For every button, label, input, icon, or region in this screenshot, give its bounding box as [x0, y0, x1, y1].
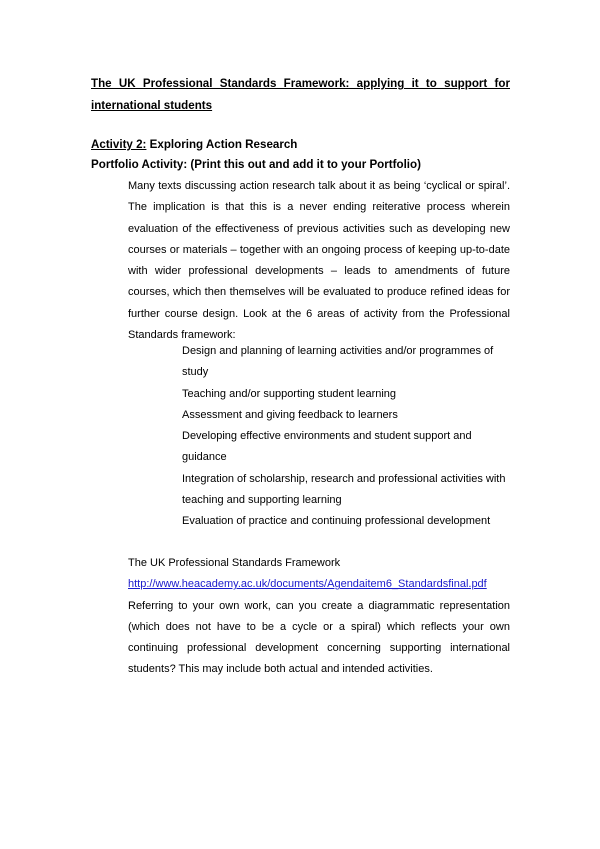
document-title [91, 73, 510, 117]
list-item: Assessment and giving feedback to learners [182, 408, 398, 421]
areas-of-activity-list [182, 341, 512, 533]
reference-link[interactable]: http://www.heacademy.ac.uk/documents/Agendaitem6_Standardsfinal.pdf [128, 578, 487, 591]
list-item: Evaluation of practice and continuing professional development [182, 515, 491, 528]
intro-paragraph: Many texts discussing action research talk about it as being ‘cyclical or spiral’. The implication is that this is a never ending reiterative process wherein evaluation of the effectiveness of previous activities such as developing new courses or materials – together with an ongoing process of keeping up-to-date with wider professional developments – leads to amendments of future courses, which then themselves will be evaluated to produce refined ideas for further course design. Look at the 6 areas of activity from the Professional Standards framework: [128, 180, 510, 342]
reference-block [128, 553, 510, 681]
activity-heading [91, 135, 297, 155]
document-title-line-2: international students [91, 99, 213, 112]
activity-name: Exploring Action Research [146, 138, 298, 151]
activity-number: Activity 2: [91, 138, 147, 151]
reference-title: The UK Professional Standards Framework [128, 557, 341, 569]
list-item: Teaching and/or supporting student learning [182, 387, 397, 400]
document-title-line-1: The UK Professional Standards Framework: applying it to support for [91, 77, 510, 90]
portfolio-heading: Portfolio Activity: (Print this out and add it to your Portfolio) [91, 158, 421, 171]
question-paragraph: Referring to your own work, can you create a diagrammatic representation (which does not have to be a cycle or a spiral) which reflects your own continuing professional development concerning supporting international students? This may include both actual and intended activities. [128, 599, 510, 676]
list-item: Developing effective environments and student support and guidance [182, 430, 472, 464]
list-item: Design and planning of learning activities and/or programmes of study [182, 345, 494, 379]
list-item: Integration of scholarship, research and professional activities with teaching and supporting learning [182, 472, 506, 507]
